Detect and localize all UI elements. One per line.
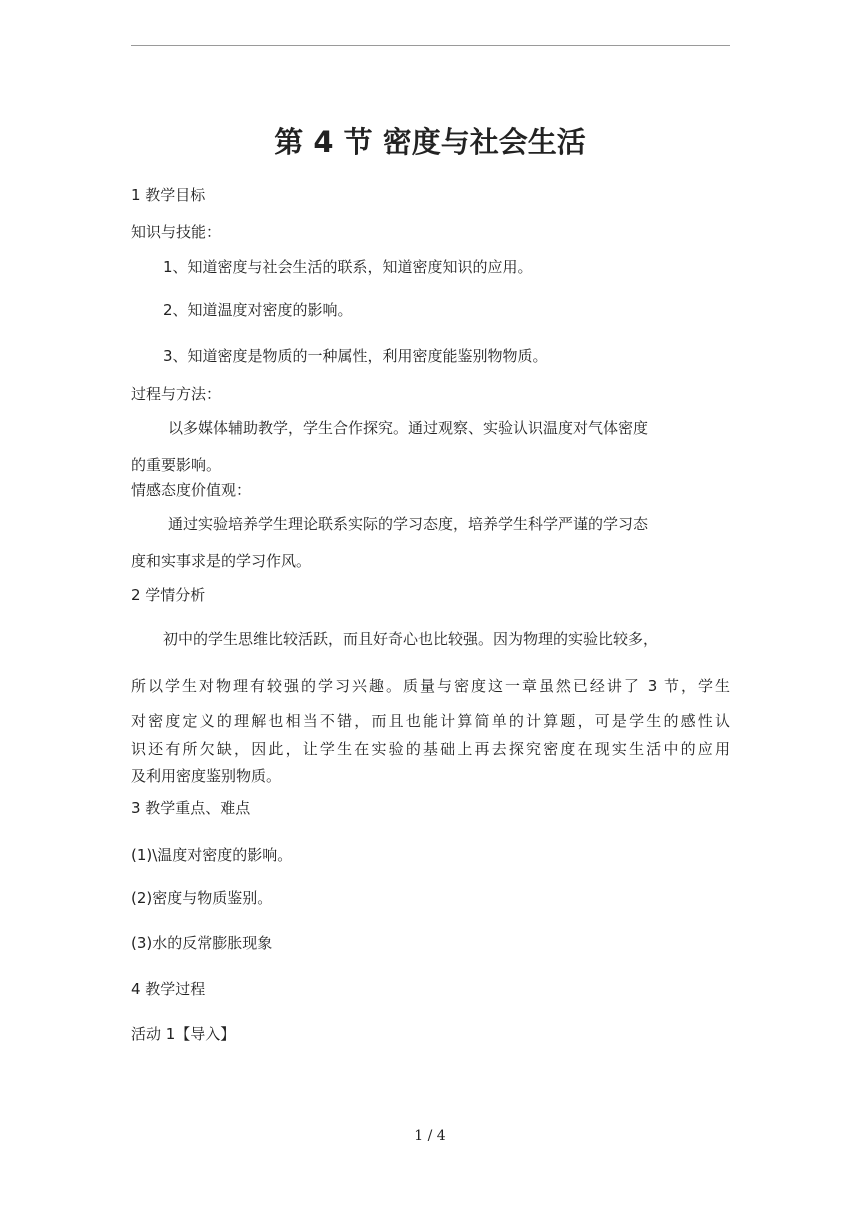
process-paragraph-line: 的重要影响。 [131, 456, 222, 474]
process-paragraph-line: 以多媒体辅助教学，学生合作探究。通过观察、实验认识温度对气体密度 [168, 419, 649, 437]
page-title: 第 4 节 密度与社会生活 [274, 125, 586, 159]
activity-heading: 活动 1【导入】 [131, 1025, 236, 1043]
page-indicator: 1 / 4 [414, 1128, 446, 1144]
knowledge-item: 3、知道密度是物质的一种属性，利用密度能鉴别物物质。 [163, 347, 548, 365]
attitude-paragraph-line: 通过实验培养学生理论联系实际的学习态度，培养学生科学严谨的学习态 [168, 515, 649, 533]
analysis-paragraph-line: 所以学生对物理有较强的学习兴趣。质量与密度这一章虽然已经讲了 3 节，学生 [131, 677, 730, 695]
subheading-attitude: 情感态度价值观： [131, 481, 252, 499]
analysis-paragraph-line: 识还有所欠缺，因此，让学生在实验的基础上再去探究密度在现实生活中的应用 [131, 740, 730, 758]
section-heading-process: 4 教学过程 [131, 980, 206, 998]
key-point-item: (2)密度与物质鉴别。 [131, 889, 273, 907]
section-heading-key-points: 3 教学重点、难点 [131, 799, 251, 817]
subheading-knowledge: 知识与技能： [131, 223, 222, 241]
knowledge-item: 1、知道密度与社会生活的联系，知道密度知识的应用。 [163, 258, 533, 276]
attitude-paragraph-line: 度和实事求是的学习作风。 [131, 552, 312, 570]
section-heading-analysis: 2 学情分析 [131, 586, 206, 604]
analysis-paragraph-line: 对密度定义的理解也相当不错，而且也能计算简单的计算题，可是学生的感性认 [131, 712, 730, 730]
header-rule [131, 45, 730, 46]
analysis-paragraph-line: 及利用密度鉴别物质。 [131, 767, 282, 785]
subheading-process: 过程与方法： [131, 385, 222, 403]
section-heading-objectives: 1 教学目标 [131, 186, 206, 204]
key-point-item: (1)\温度对密度的影响。 [131, 846, 293, 864]
analysis-paragraph-line: 初中的学生思维比较活跃，而且好奇心也比较强。因为物理的实验比较多， [163, 630, 659, 648]
key-point-item: (3)水的反常膨胀现象 [131, 934, 273, 952]
knowledge-item: 2、知道温度对密度的影响。 [163, 301, 353, 319]
